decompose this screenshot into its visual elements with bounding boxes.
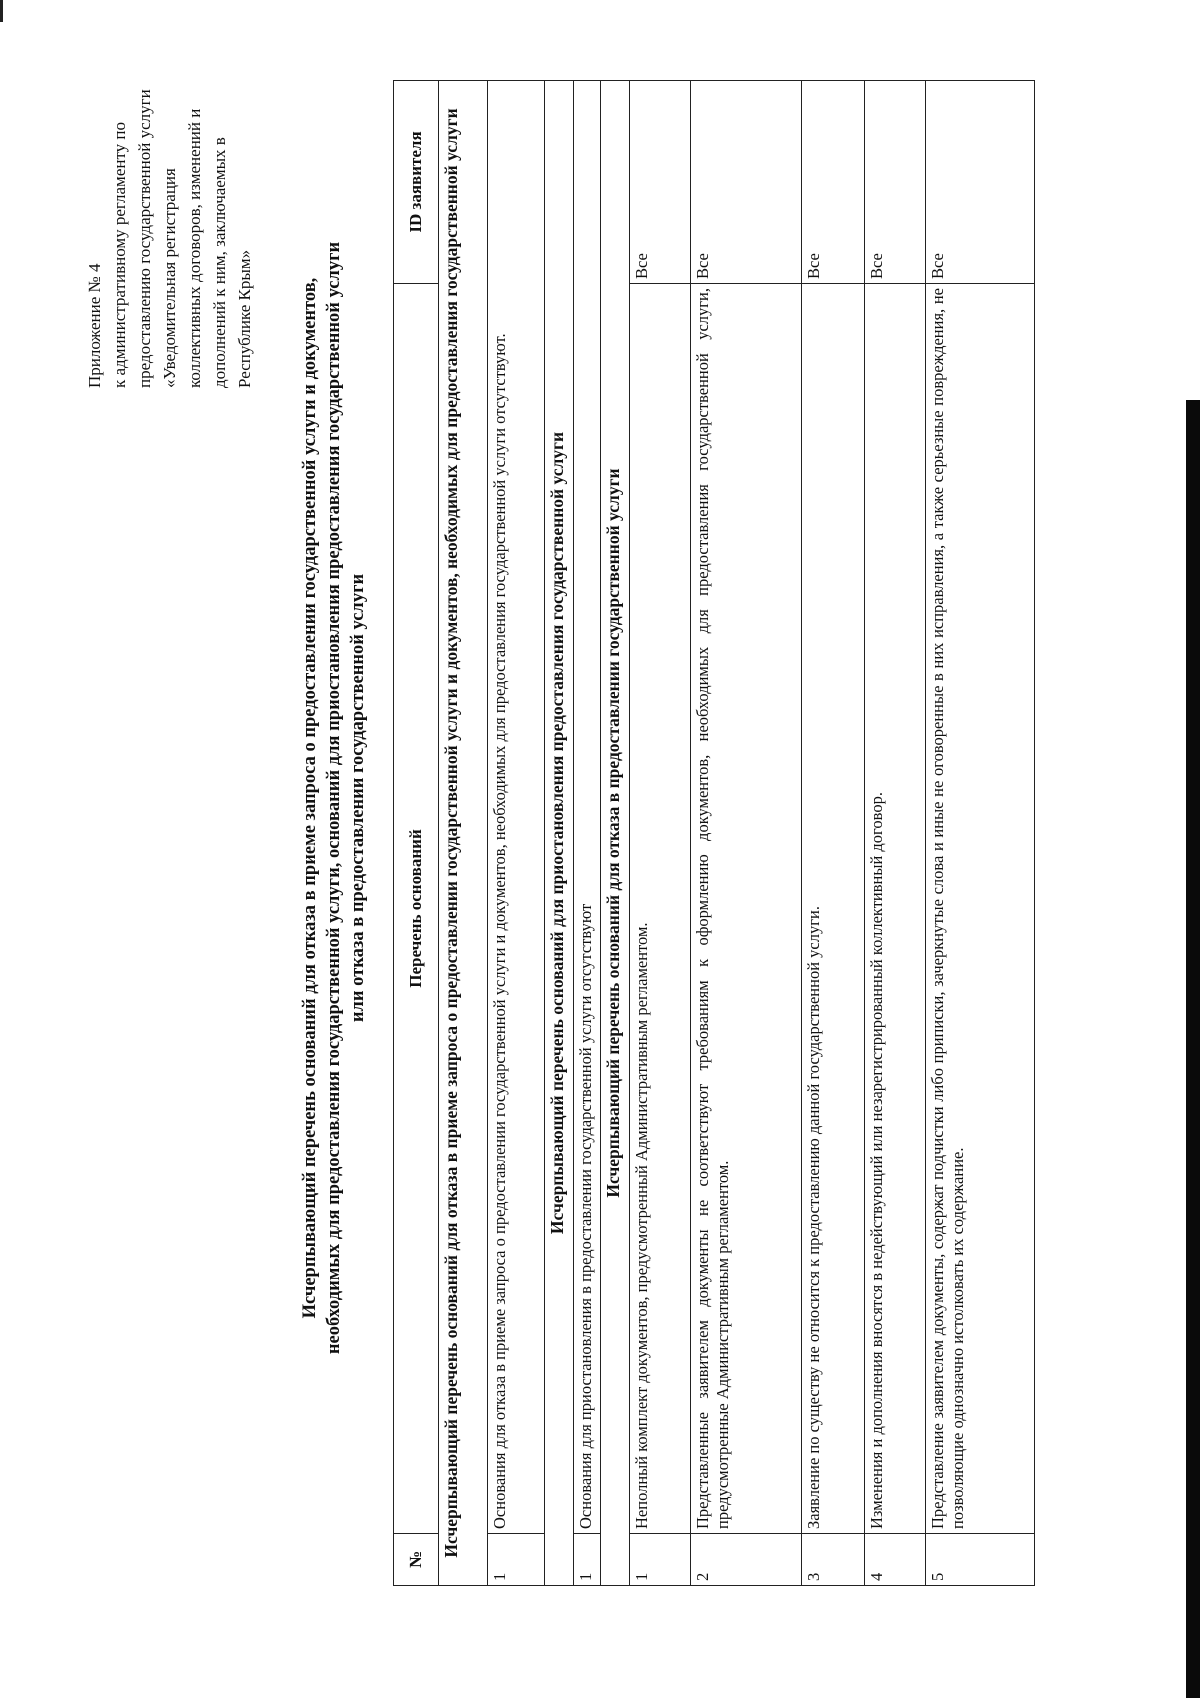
table-row	[802, 81, 865, 1586]
row-id: Все	[691, 81, 802, 284]
table-row	[630, 81, 691, 1586]
table-row	[574, 81, 601, 1586]
annex-line: Республике Крым»	[235, 249, 254, 388]
annex-block	[82, 88, 257, 388]
row-basis: Представление заявителем документы, содержат подчистки либо приписки, зачеркнутые слова и иные не оговоренные в них исправления, а также серьезные повреждения, не позволяющие однозначно истолковать их содержание.	[926, 284, 1035, 1534]
row-num: 2	[691, 1534, 802, 1586]
annex-line: коллективных договоров, изменений и	[185, 108, 204, 388]
row-basis: Основания для отказа в приеме запроса о предоставлении государственной услуги и документов, необходимых для предоставления государственной услуги отсутствуют.	[488, 81, 545, 1534]
section-row	[601, 81, 630, 1586]
row-id: Все	[630, 81, 691, 284]
table-row	[691, 81, 802, 1586]
row-num: 1	[488, 1534, 545, 1586]
annex-line: «Уведомительная регистрация	[160, 168, 179, 388]
table-header-row	[394, 81, 439, 1586]
annex-line: к административному регламенту по	[110, 121, 129, 388]
row-id: Все	[865, 81, 926, 284]
annex-line: дополнений к ним, заключаемых в	[210, 137, 229, 388]
row-num: 1	[630, 1534, 691, 1586]
row-num: 4	[865, 1534, 926, 1586]
title-line: Исчерпывающий перечень оснований для отказа в приеме запроса о предоставлении государственной услуги и документов,	[300, 277, 320, 1319]
title-line: или отказа в предоставлении государственной услуги	[348, 573, 368, 1023]
header-basis: Перечень оснований	[394, 284, 439, 1534]
table-row	[488, 81, 545, 1586]
grounds-table	[393, 80, 1035, 1586]
header-id: ID заявителя	[394, 81, 439, 284]
section-row	[545, 81, 574, 1586]
header-num: №	[394, 1534, 439, 1586]
document-title	[298, 78, 370, 1518]
section-title: Исчерпывающий перечень оснований для отказа в предоставлении государственной услуги	[601, 81, 630, 1586]
table-row	[865, 81, 926, 1586]
row-id: Все	[926, 81, 1035, 284]
row-num: 1	[574, 1534, 601, 1586]
row-basis: Представленные заявителем документы не соответствуют требованиям к оформлению документов, необходимых для предоставления государственной услуги, предусмотренные Административным регламентом.	[691, 284, 802, 1534]
row-id: Все	[802, 81, 865, 284]
annex-line: Приложение № 4	[85, 263, 104, 388]
annex-line: предоставлению государственной услуги	[135, 89, 154, 388]
section-title: Исчерпывающий перечень оснований для приостановления предоставления государственной услуги	[545, 81, 574, 1586]
row-basis: Изменения и дополнения вносятся в недействующий или незарегистрированный коллективный договор.	[865, 284, 926, 1534]
title-line: необходимых для предоставления государственной услуги, оснований для приостановления предоставления государственной услуги	[324, 241, 344, 1355]
section-row	[439, 81, 488, 1586]
row-num: 5	[926, 1534, 1035, 1586]
row-basis: Заявление по существу не относится к предоставлению данной государственной услуги.	[802, 284, 865, 1534]
row-basis: Неполный комплект документов, предусмотренный Административным регламентом.	[630, 284, 691, 1534]
section-title: Исчерпывающий перечень оснований для отказа в приеме запроса о предоставлении государственной услуги и документов, необходимых для предоставления государственной услуги	[439, 81, 488, 1586]
table-row	[926, 81, 1035, 1586]
row-basis: Основания для приостановления в предоставлении государственной услуги отсутствуют	[574, 81, 601, 1534]
row-num: 3	[802, 1534, 865, 1586]
